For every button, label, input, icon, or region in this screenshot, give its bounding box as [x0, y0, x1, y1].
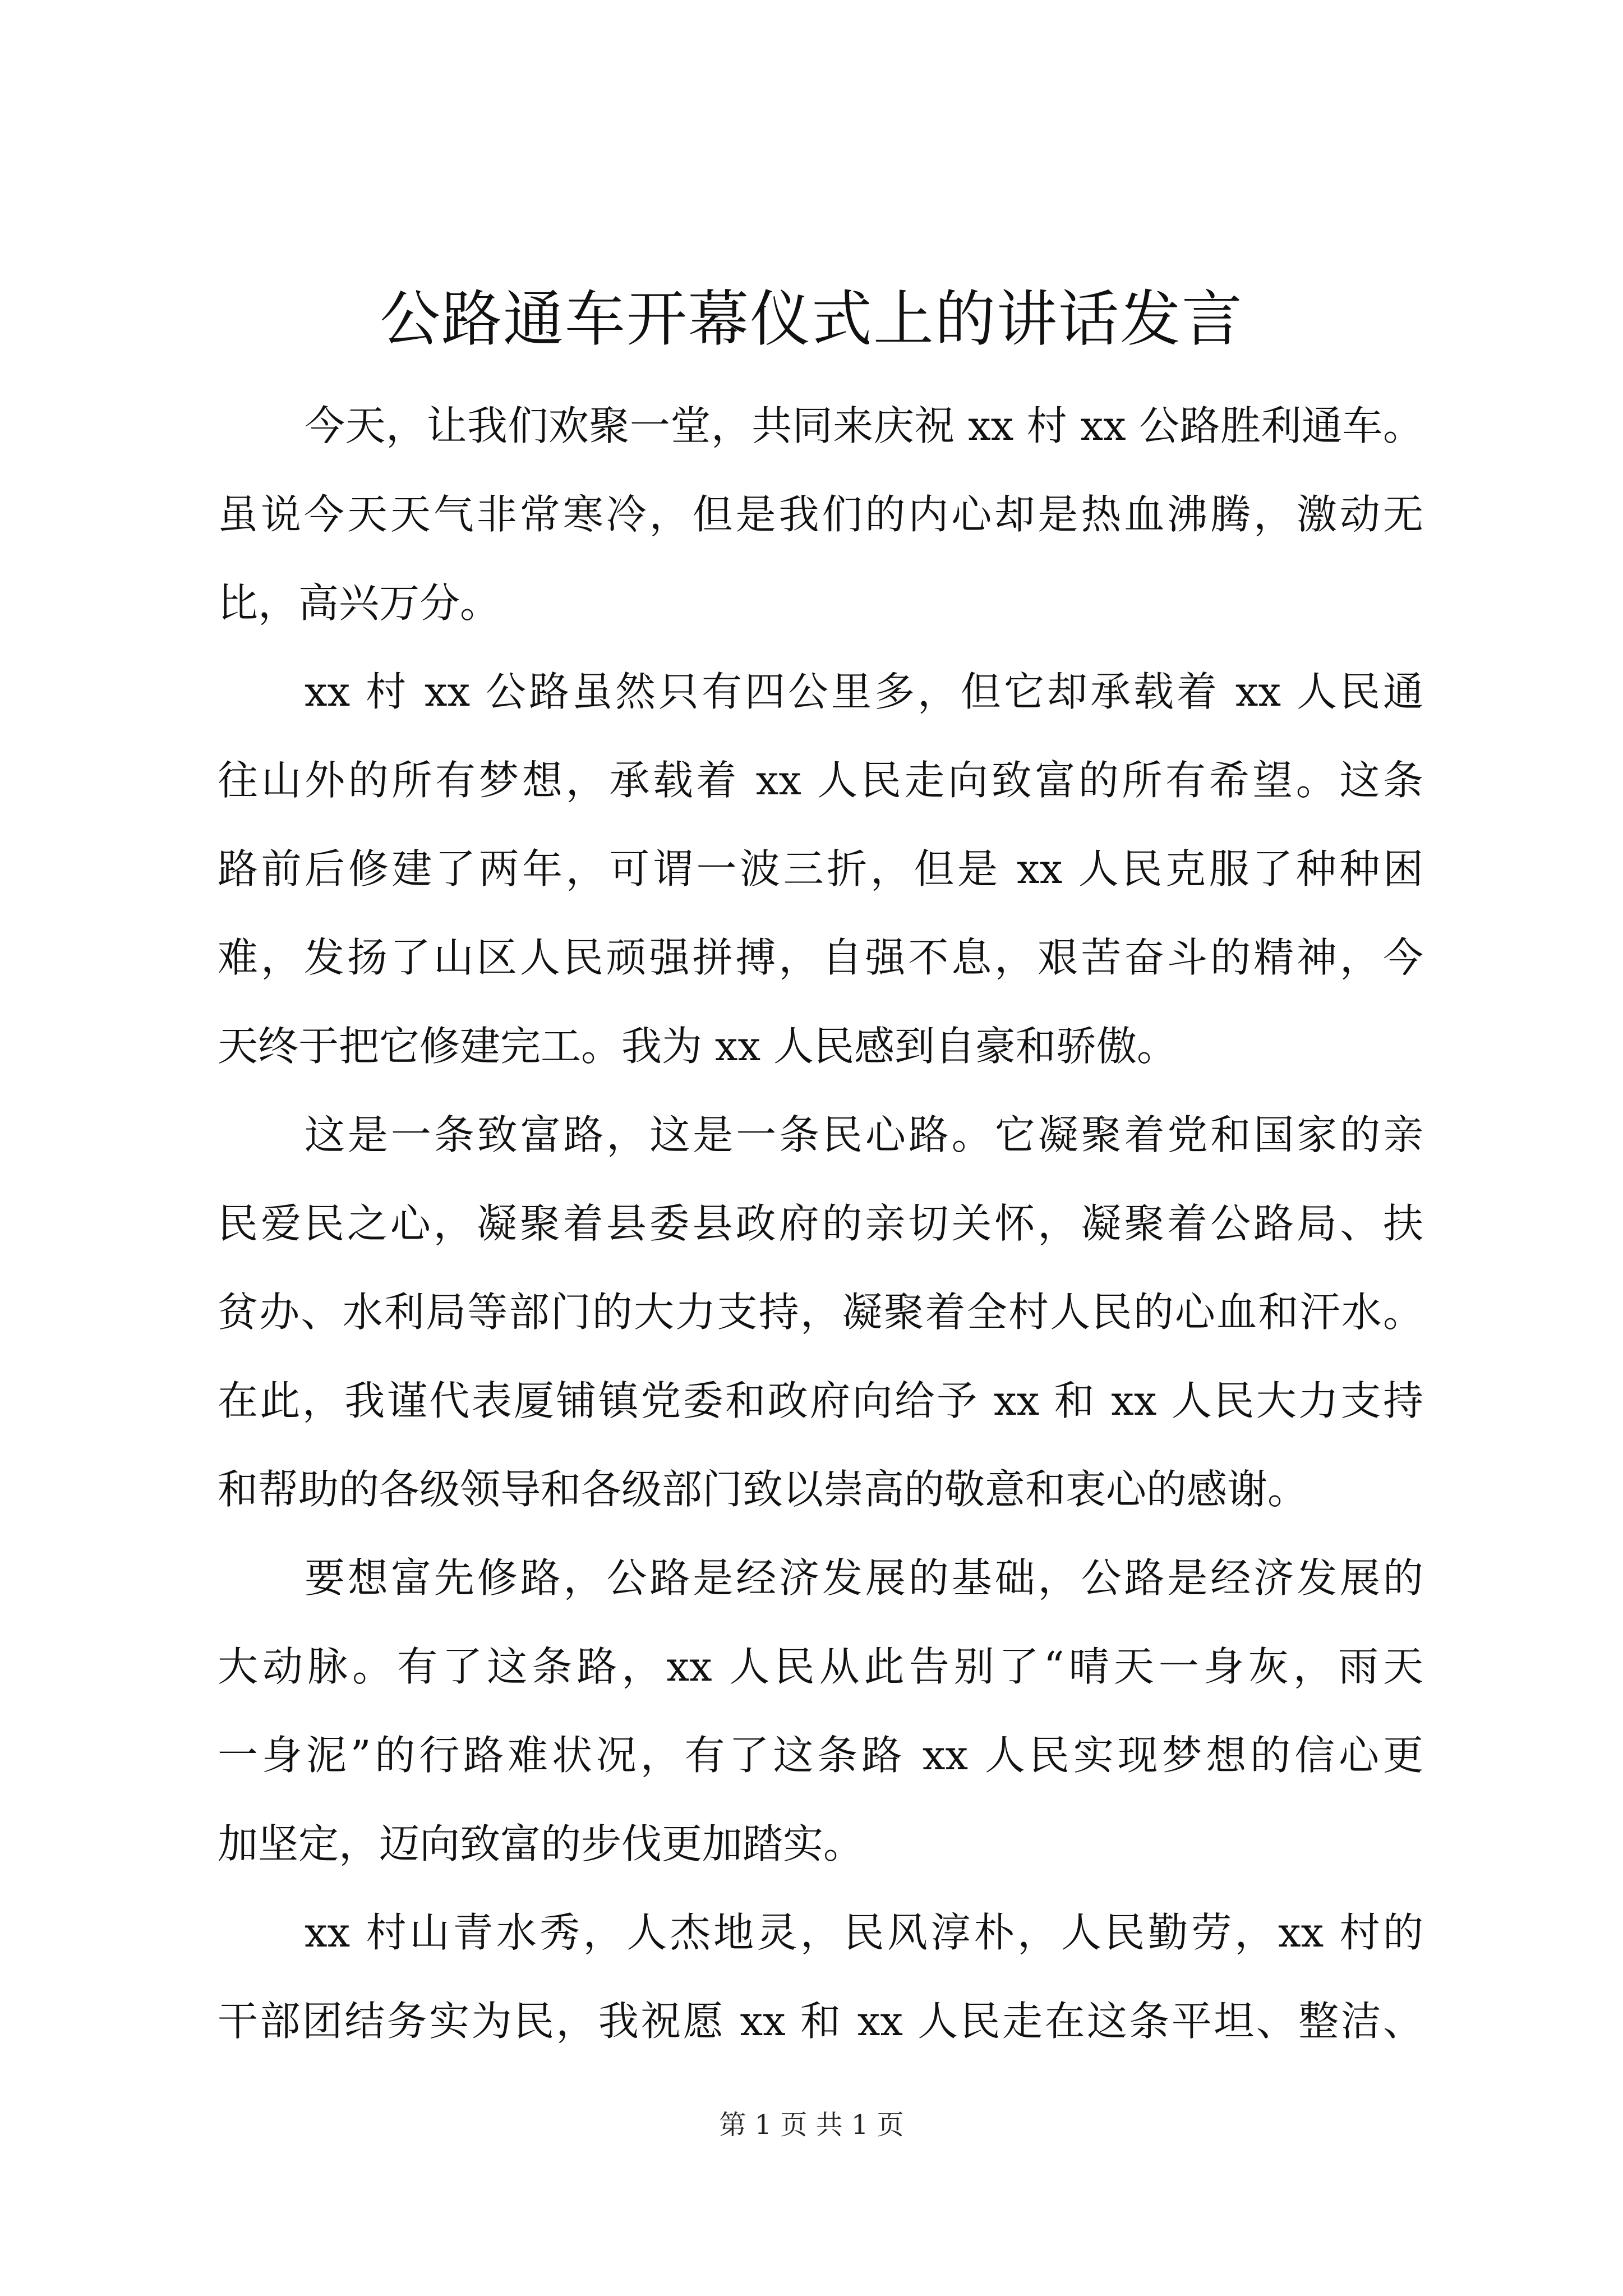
paragraph-2-line-3: 路前后修建了两年，可谓一波三折，但是 xx 人民克服了种种困 [218, 845, 1423, 892]
paragraph-3-line-2: 民爱民之心，凝聚着县委县政府的亲切关怀，凝聚着公路局、扶 [218, 1200, 1423, 1247]
paragraph-3-line-1: 这是一条致富路，这是一条民心路。它凝聚着党和国家的亲 [305, 1111, 1423, 1158]
paragraph-3-line-3: 贫办、水利局等部门的大力支持，凝聚着全村人民的心血和汗水。 [218, 1289, 1423, 1336]
paragraph-2-line-5: 天终于把它修建完工。我为 xx 人民感到自豪和骄傲。 [218, 1023, 1177, 1070]
paragraph-2-line-1: xx 村 xx 公路虽然只有四公里多，但它却承载着 xx 人民通 [305, 668, 1423, 715]
paragraph-3-line-5: 和帮助的各级领导和各级部门致以崇高的敬意和衷心的感谢。 [218, 1466, 1308, 1513]
paragraph-5-line-2: 干部团结务实为民，我祝愿 xx 和 xx 人民走在这条平坦、整洁、 [218, 1998, 1423, 2045]
paragraph-2-line-2: 往山外的所有梦想，承载着 xx 人民走向致富的所有希望。这条 [218, 757, 1423, 804]
paragraph-4-line-1: 要想富先修路，公路是经济发展的基础，公路是经济发展的 [305, 1554, 1423, 1602]
paragraph-1-line-2: 虽说今天天气非常寒冷，但是我们的内心却是热血沸腾，激动无 [218, 491, 1423, 538]
paragraph-4-line-4: 加坚定，迈向致富的步伐更加踏实。 [218, 1820, 864, 1867]
paragraph-4-line-2: 大动脉。有了这条路，xx 人民从此告别了“晴天一身灰，雨天 [218, 1643, 1423, 1690]
paragraph-3-line-4: 在此，我谨代表厦铺镇党委和政府向给予 xx 和 xx 人民大力支持 [218, 1377, 1423, 1424]
document-body [218, 381, 1423, 2065]
paragraph-1-line-3: 比，高兴万分。 [218, 579, 501, 627]
paragraph-2-line-4: 难，发扬了山区人民顽强拼搏，自强不息，艰苦奋斗的精神，今 [218, 934, 1423, 981]
paragraph-4-line-3: 一身泥”的行路难状况，有了这条路 xx 人民实现梦想的信心更 [218, 1732, 1423, 1779]
paragraph-1-line-1: 今天，让我们欢聚一堂，共同来庆祝 xx 村 xx 公路胜利通车。 [305, 402, 1423, 449]
document-title: 公路通车开幕仪式上的讲话发言 [379, 284, 1243, 355]
paragraph-5-line-1: xx 村山青水秀，人杰地灵，民风淳朴，人民勤劳，xx 村的 [305, 1909, 1423, 1956]
page-footer: 第 1 页 共 1 页 [719, 2109, 904, 2141]
